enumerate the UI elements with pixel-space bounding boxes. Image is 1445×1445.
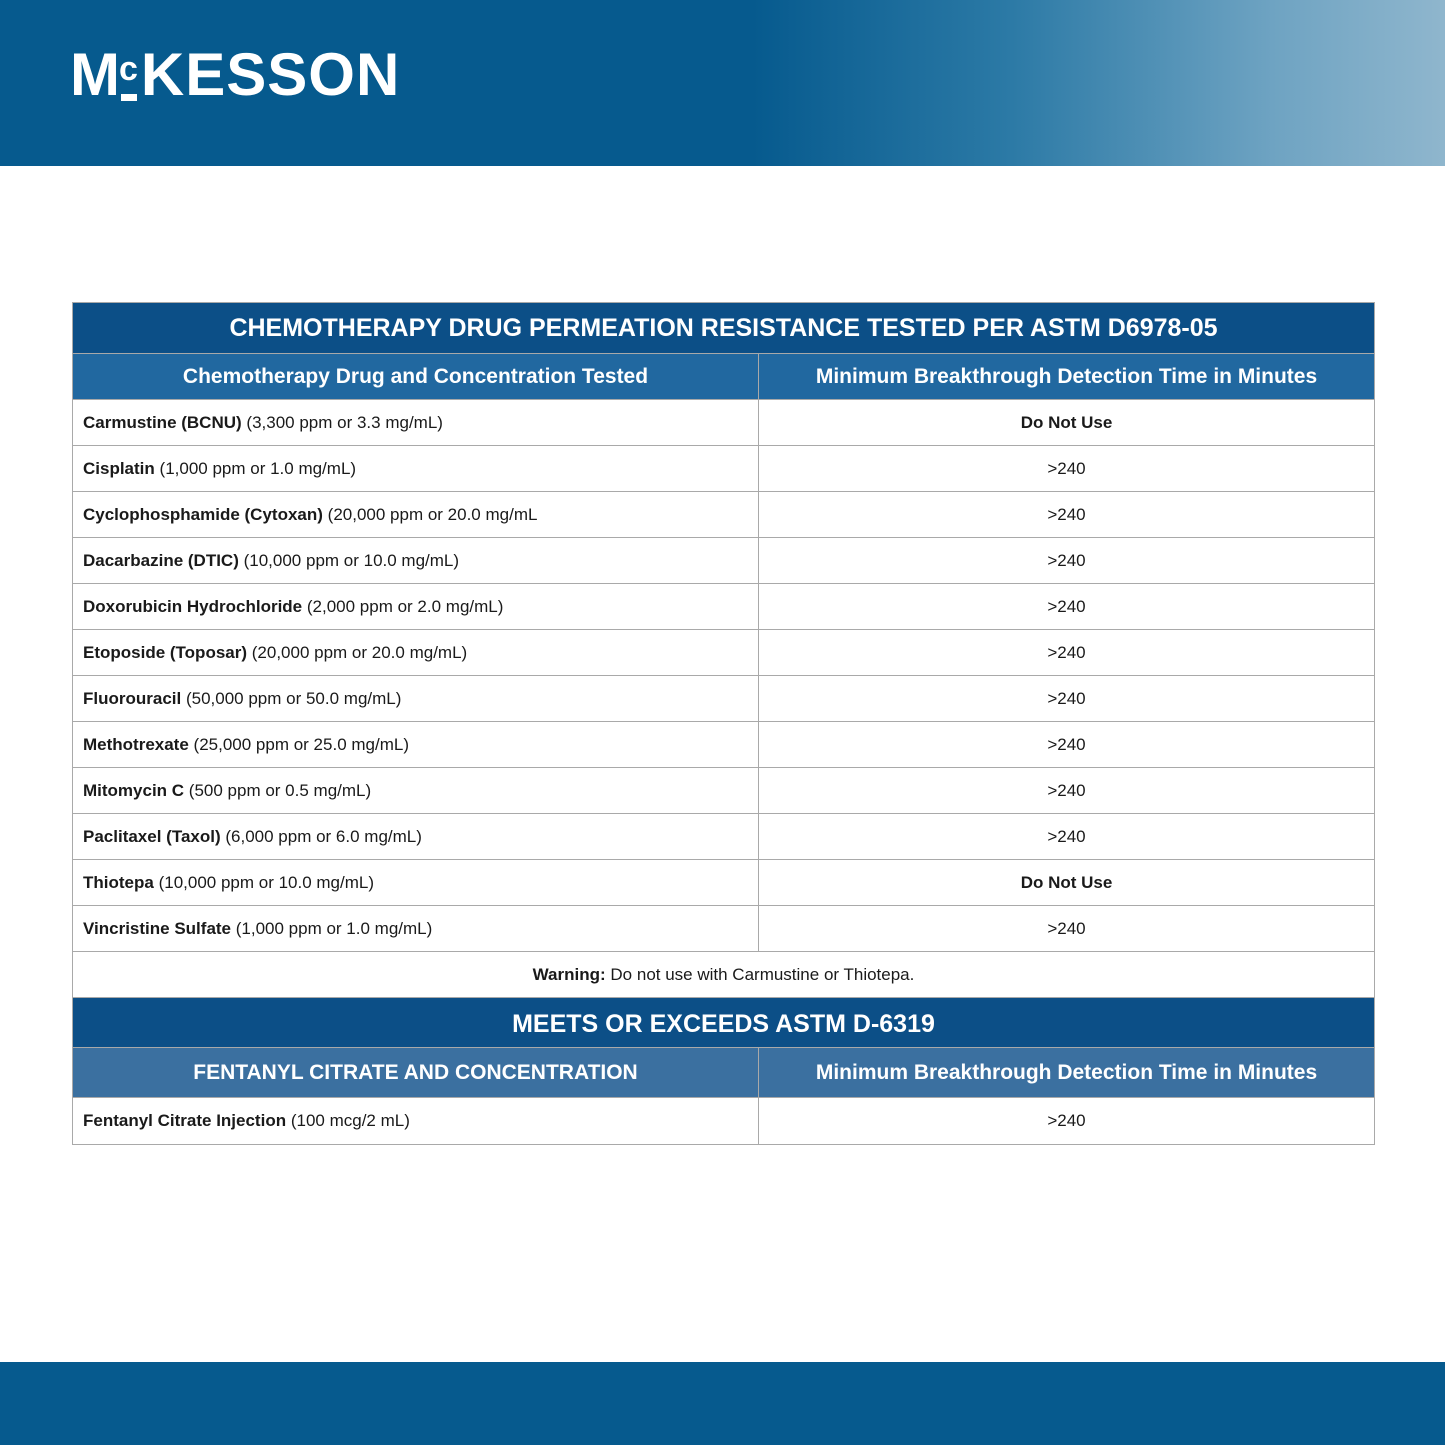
drug-cell [73, 492, 759, 537]
drug-concentration: (10,000 ppm or 10.0 mg/mL) [158, 873, 375, 892]
drug-concentration: (1,000 ppm or 1.0 mg/mL) [159, 459, 357, 478]
breakthrough-time: >240 [1047, 551, 1086, 570]
drug-cell [73, 768, 759, 813]
table-row [73, 814, 1374, 860]
breakthrough-time: >240 [1047, 781, 1086, 800]
drug-cell [73, 1098, 759, 1144]
breakthrough-time: Do Not Use [1020, 873, 1113, 892]
table-row [73, 860, 1374, 906]
drug-cell [73, 814, 759, 859]
drug-concentration: (500 ppm or 0.5 mg/mL) [188, 781, 372, 800]
mckesson-logo: McKESSON [70, 41, 401, 108]
breakthrough-time: >240 [1047, 689, 1086, 708]
header-banner [0, 0, 1445, 166]
table-row [73, 676, 1374, 722]
drug-name: Doxorubicin Hydrochloride [83, 597, 303, 616]
drug-name: Thiotepa [83, 873, 154, 892]
drug-name: Etoposide (Toposar) [83, 643, 248, 662]
drug-name: Carmustine (BCNU) [83, 413, 242, 432]
drug-concentration: (3,300 ppm or 3.3 mg/mL) [246, 413, 443, 432]
breakthrough-time: >240 [1047, 597, 1086, 616]
table-row [73, 538, 1374, 584]
drug-concentration: (1,000 ppm or 1.0 mg/mL) [235, 919, 433, 938]
drug-name: Paclitaxel (Taxol) [83, 827, 221, 846]
column-header-fentanyl: FENTANYL CITRATE AND CONCENTRATION [73, 1048, 759, 1097]
table-row [73, 400, 1374, 446]
table-row [73, 722, 1374, 768]
breakthrough-time: >240 [1047, 1111, 1086, 1130]
table-row [73, 1098, 1374, 1144]
warning-text: Do not use with Carmustine or Thiotepa. [610, 965, 915, 984]
table-row [73, 446, 1374, 492]
breakthrough-time: >240 [1047, 505, 1086, 524]
drug-cell [73, 860, 759, 905]
drug-cell [73, 400, 759, 445]
breakthrough-time: >240 [1047, 827, 1086, 846]
breakthrough-time: Do Not Use [1020, 413, 1113, 432]
drug-name: Fentanyl Citrate Injection [83, 1111, 287, 1130]
table-row [73, 584, 1374, 630]
breakthrough-time: >240 [1047, 643, 1086, 662]
warning-label: Warning: [532, 965, 606, 984]
drug-cell [73, 906, 759, 951]
drug-cell [73, 538, 759, 583]
fentanyl-table-header [73, 1048, 1374, 1098]
drug-name: Vincristine Sulfate [83, 919, 232, 938]
drug-name: Mitomycin C [83, 781, 185, 800]
drug-cell [73, 584, 759, 629]
drug-concentration: (20,000 ppm or 20.0 mg/mL) [251, 643, 468, 662]
drug-cell [73, 676, 759, 721]
table-row [73, 492, 1374, 538]
drug-name: Methotrexate [83, 735, 189, 754]
fentanyl-table-title: MEETS OR EXCEEDS ASTM D-6319 [73, 998, 1374, 1048]
chemo-table-header [73, 354, 1374, 400]
column-header-time: Minimum Breakthrough Detection Time in Minutes [815, 1061, 1318, 1084]
drug-name: Dacarbazine (DTIC) [83, 551, 239, 570]
drug-concentration: (50,000 ppm or 50.0 mg/mL) [185, 689, 402, 708]
drug-name: Cisplatin [83, 459, 155, 478]
column-header-time: Minimum Breakthrough Detection Time in Minutes [815, 365, 1318, 388]
warning-note [73, 952, 1374, 998]
footer-banner [0, 1362, 1445, 1445]
drug-concentration: (2,000 ppm or 2.0 mg/mL) [306, 597, 504, 616]
table-row [73, 630, 1374, 676]
column-header-drug: Chemotherapy Drug and Concentration Tested [73, 354, 759, 399]
chemo-table-title: CHEMOTHERAPY DRUG PERMEATION RESISTANCE TESTED PER ASTM D6978-05 [73, 303, 1374, 354]
table-row [73, 906, 1374, 952]
drug-concentration: (6,000 ppm or 6.0 mg/mL) [225, 827, 422, 846]
breakthrough-time: >240 [1047, 919, 1086, 938]
drug-cell [73, 722, 759, 767]
drug-name: Fluorouracil [83, 689, 182, 708]
breakthrough-time: >240 [1047, 735, 1086, 754]
drug-concentration: (25,000 ppm or 25.0 mg/mL) [193, 735, 409, 754]
drug-cell [73, 446, 759, 491]
drug-concentration: (100 mcg/2 mL) [290, 1111, 410, 1130]
table-row [73, 768, 1374, 814]
drug-cell [73, 630, 759, 675]
drug-concentration: (20,000 ppm or 20.0 mg/mL [327, 505, 538, 524]
drug-concentration: (10,000 ppm or 10.0 mg/mL) [243, 551, 460, 570]
breakthrough-time: >240 [1047, 459, 1086, 478]
chemo-resistance-table [72, 302, 1375, 1145]
drug-name: Cyclophosphamide (Cytoxan) [83, 505, 323, 524]
